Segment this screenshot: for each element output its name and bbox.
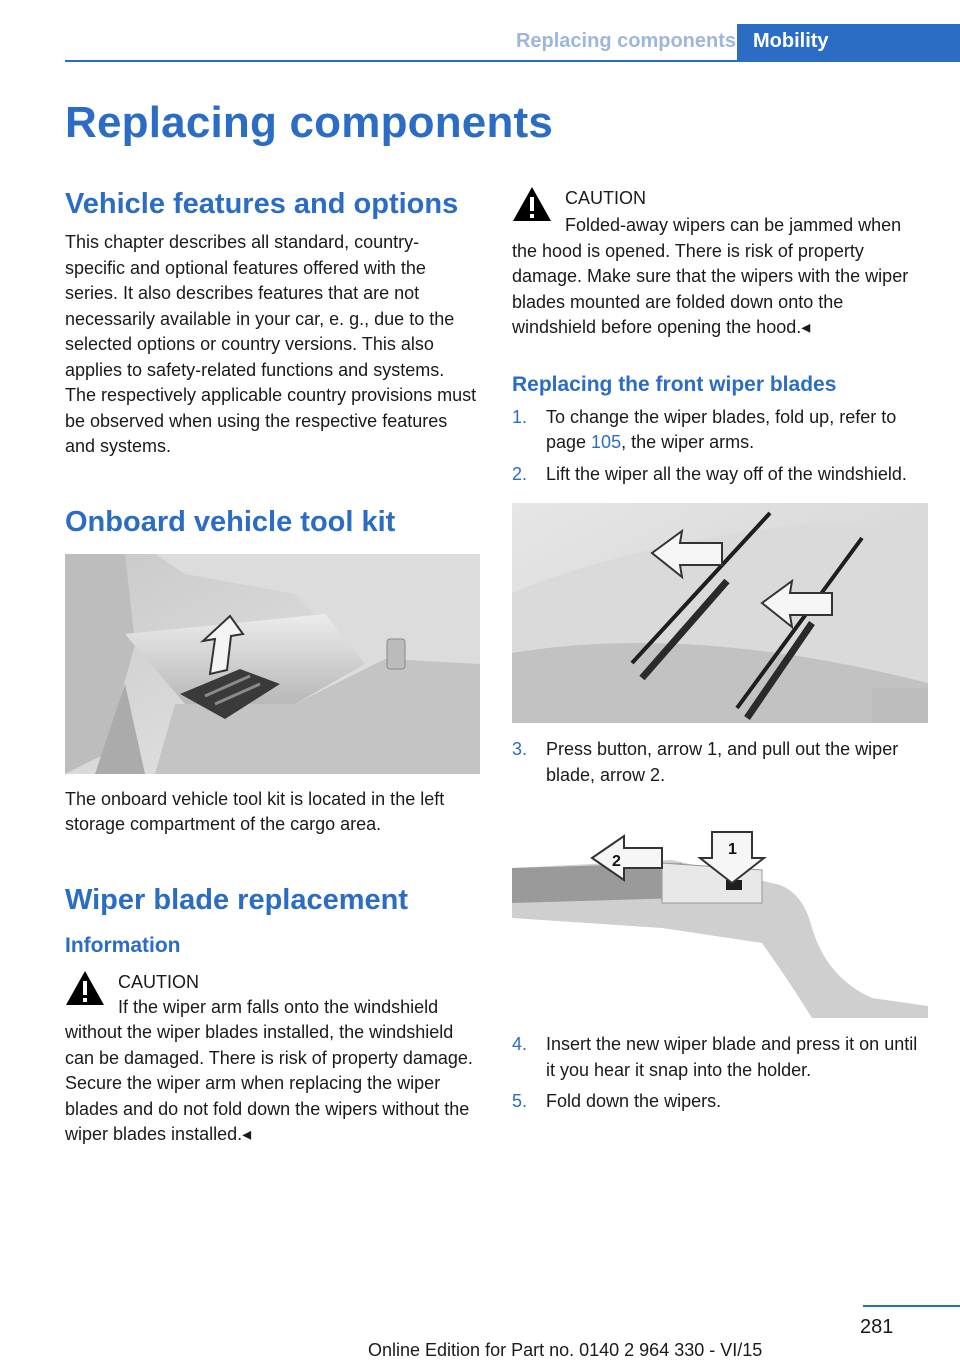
windshield-wipers-photo: [512, 503, 928, 723]
caution-block-1: [65, 970, 477, 1148]
step-text: Lift the wiper all the way off of the windshield.: [546, 463, 907, 484]
step-number: 1.: [512, 406, 528, 427]
step-item: [512, 1032, 928, 1083]
toolkit-paragraph: The onboard vehicle tool kit is located in the left storage compartment of the cargo area.: [65, 788, 445, 834]
step-text: Fold down the wipers.: [546, 1091, 722, 1111]
footer-rule: [863, 1305, 960, 1307]
step-number: 2.: [512, 463, 528, 484]
caution-text: If the wiper arm falls onto the windshield without the wiper blades installed, the windshield can be damaged. There is risk of property damage. Secure the wiper arm when replacing the wiper blades and do not fold down the wipers without the wiper blades installed.◂: [65, 996, 473, 1144]
arrow-2-label: 2: [612, 853, 621, 870]
toolkit-heading: Onboard vehicle tool kit: [65, 505, 396, 538]
header-rule: [65, 60, 960, 62]
front-wiper-heading: Replacing the front wiper blades: [512, 372, 837, 396]
warning-triangle-icon: [512, 186, 552, 222]
header-section-title: Replacing components: [515, 30, 736, 52]
wiper-heading: Wiper blade replacement: [65, 883, 409, 916]
toolkit-photo: [65, 554, 480, 774]
step-text: Insert the new wiper blade and press it on until it you hear it snap into the holder.: [546, 1034, 918, 1080]
wiper-blade-release-photo: [512, 828, 928, 1018]
caution-label: CAUTION: [565, 188, 646, 208]
information-heading: Information: [65, 933, 181, 957]
left-column: [65, 186, 477, 1148]
caution-text: Folded-away wipers can be jammed when the hood is opened. There is risk of property damage. Make sure that the wipers with the wiper blades mounted are folded down onto the windshield before opening the hood.◂: [512, 215, 909, 337]
warning-triangle-icon: [65, 970, 105, 1006]
step-number: 4.: [512, 1034, 528, 1054]
step-item: [512, 405, 928, 456]
steps-list-b: [512, 737, 928, 788]
steps-list-c: [512, 1032, 928, 1115]
caution-block-2: [512, 186, 928, 341]
step-number: 5.: [512, 1091, 528, 1111]
step-item: [512, 737, 928, 788]
header-chapter-tab: Mobility: [737, 24, 960, 62]
caution-label: CAUTION: [118, 971, 199, 992]
step-item: [512, 462, 928, 488]
steps-list-a: [512, 405, 928, 488]
page-header: [0, 0, 960, 62]
arrow-1-label: 1: [728, 841, 737, 858]
step-number: 3.: [512, 739, 528, 759]
step-text-end: , the wiper arms.: [621, 432, 755, 452]
features-paragraph: This chapter describes all standard, country-specific and optional features offered with the series. It also describes features that are not necessarily available in your car, e. g., due to the selected options or country versions. This also applies to safety-related functions and systems. The respectively applicable country provisions must be observed when using the respective features and systems.: [65, 232, 477, 456]
page-title: Replacing components: [65, 98, 554, 147]
page-number: 281: [860, 1316, 894, 1338]
step-item: [512, 1089, 928, 1115]
step-text: To change the wiper blades, fold up, refer to page: [546, 406, 897, 452]
page-link[interactable]: 105: [591, 432, 622, 452]
features-heading: Vehicle features and options: [65, 188, 459, 220]
right-column: [512, 186, 928, 1115]
edition-footer: Online Edition for Part no. 0140 2 964 330 - VI/15: [368, 1340, 763, 1360]
step-text: Press button, arrow 1, and pull out the wiper blade, arrow 2.: [546, 739, 899, 785]
